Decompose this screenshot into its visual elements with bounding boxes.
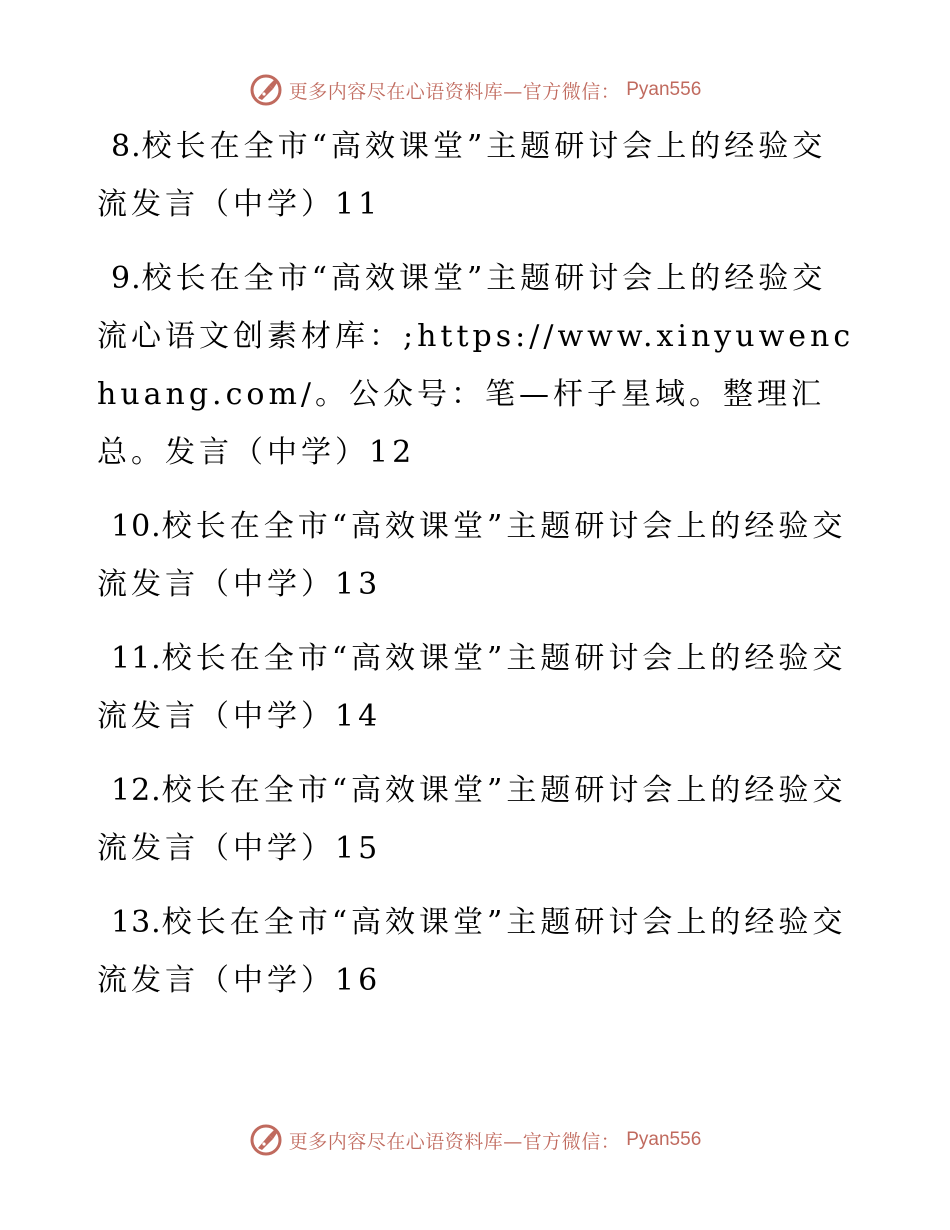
toc-entry-text: 校长在全市“高效课堂”主题研讨会上的经验交流发言（中学）14 xyxy=(97,641,847,734)
pen-nib-logo-icon xyxy=(249,1123,283,1157)
banner-wechat-id: Pyan556 xyxy=(626,1129,702,1150)
header-banner xyxy=(0,70,950,110)
toc-entry-text: 校长在全市“高效课堂”主题研讨会上的经验交流发言（中学）13 xyxy=(97,509,847,602)
header-banner-content xyxy=(249,73,702,107)
toc-entry-number: 9. xyxy=(111,261,142,296)
footer-banner xyxy=(0,1120,950,1160)
toc-entry-number: 10. xyxy=(111,509,162,544)
banner-wechat-id: Pyan556 xyxy=(626,79,702,100)
toc-entry xyxy=(97,762,857,878)
toc-entry xyxy=(97,894,857,1010)
toc-entry-number: 8. xyxy=(111,129,142,164)
banner-text: 更多内容尽在心语资料库—官方微信： xyxy=(288,1130,621,1153)
banner-text: 更多内容尽在心语资料库—官方微信： xyxy=(288,80,621,103)
toc-entry-text: 校长在全市“高效课堂”主题研讨会上的经验交流发言（中学）16 xyxy=(97,905,847,998)
toc-entry-text: 校长在全市“高效课堂”主题研讨会上的经验交流发言（中学）11 xyxy=(97,129,827,222)
toc-entry xyxy=(97,250,857,482)
pen-nib-logo-icon xyxy=(249,73,283,107)
toc-entry-number: 13. xyxy=(111,905,162,940)
toc-entry xyxy=(97,498,857,614)
toc-entry-number: 12. xyxy=(111,773,162,808)
toc-entry xyxy=(97,630,857,746)
toc-list xyxy=(97,118,857,1026)
toc-entry-text: 校长在全市“高效课堂”主题研讨会上的经验交流心语文创素材库：;https://www.xinyuwenchuang.com/。公众号：笔—杆子星域。整理汇总。发言（中学）12 xyxy=(97,261,855,470)
toc-entry-number: 11. xyxy=(111,641,162,676)
toc-entry xyxy=(97,118,857,234)
toc-entry-text: 校长在全市“高效课堂”主题研讨会上的经验交流发言（中学）15 xyxy=(97,773,847,866)
footer-banner-content xyxy=(249,1123,702,1157)
